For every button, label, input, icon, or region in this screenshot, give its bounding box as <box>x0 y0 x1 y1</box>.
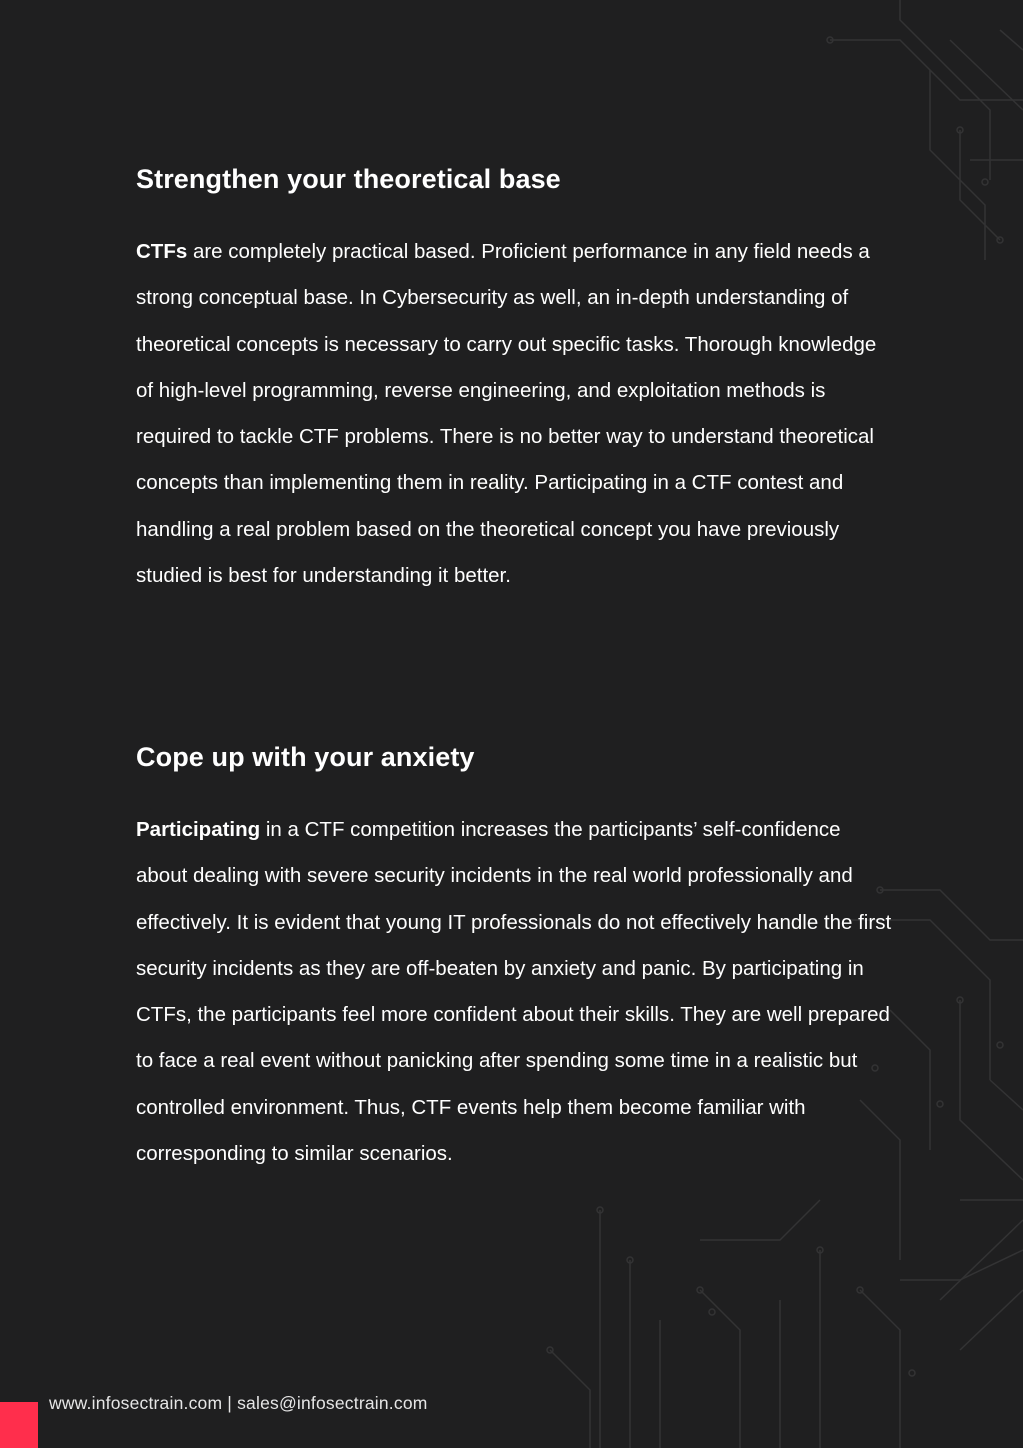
section-paragraph <box>136 807 896 1177</box>
section-cope-anxiety <box>136 742 896 1177</box>
paragraph-body: in a CTF competition increases the participants’ self-confidence about dealing with severe security incidents in the real world professionally and effectively. It is evident that young IT professionals do not effectively handle the first security incidents as they are off-beaten by anxiety and panic. By participating in CTFs, the participants feel more confident about their skills. They are well prepared to face a real event without panicking after spending some time in a realistic but controlled environment. Thus, CTF events help them become familiar with corresponding to similar scenarios. <box>136 818 892 1166</box>
section-heading: Cope up with your anxiety <box>136 742 475 772</box>
footer-contact: www.infosectrain.com | sales@infosectrain.com <box>49 1393 428 1413</box>
section-theoretical-base <box>136 164 896 599</box>
paragraph-lead-term: Participating <box>136 818 261 841</box>
footer-accent-bar <box>0 1402 38 1448</box>
paragraph-lead-term: CTFs <box>136 240 188 263</box>
section-heading: Strengthen your theoretical base <box>136 164 561 194</box>
section-paragraph <box>136 229 896 599</box>
paragraph-body: are completely practical based. Proficient performance in any field needs a strong conceptual base. In Cybersecurity as well, an in-depth understanding of theoretical concepts is necessary to carry out specific tasks. Thorough knowledge of high-level programming, reverse engineering, and exploitation methods is required to tackle CTF problems. There is no better way to understand theoretical concepts than implementing them in reality. Participating in a CTF contest and handling a real problem based on the theoretical concept you have previously studied is best for understanding it better. <box>136 240 877 588</box>
